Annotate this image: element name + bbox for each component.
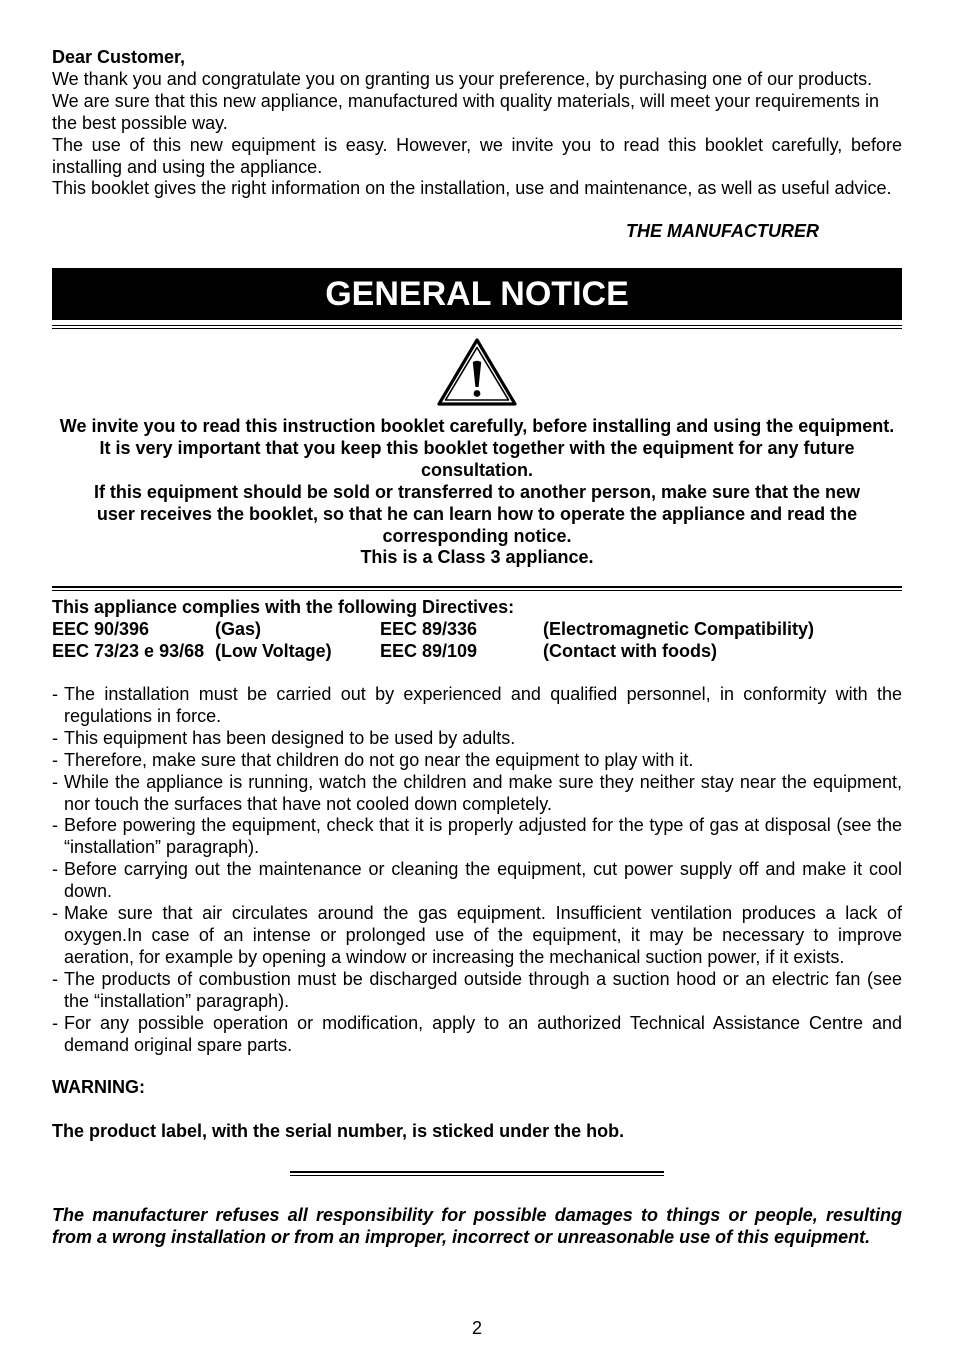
directive-scope: (Gas) — [215, 618, 262, 639]
list-item — [52, 1013, 902, 1057]
list-item-text: The products of combustion must be discharged outside through a suction hood or an electric fan (see the “installation” paragraph). — [64, 968, 902, 1011]
list-bullet: - — [52, 815, 58, 836]
list-item-text: Before powering the equipment, check that it is properly adjusted for the type of gas at disposal (see the “installation” paragraph). — [64, 815, 902, 858]
intro-paragraph: We are sure that this new appliance, manufactured with quality materials, will meet your requirements in the best possible way. — [52, 90, 880, 133]
banner-divider — [52, 325, 902, 329]
intro-paragraph: This booklet gives the right information on the installation, use and maintenance, as well as useful advice. — [52, 178, 892, 199]
notice-line: user receives the booklet, so that he can learn how to operate the appliance and read the — [96, 503, 858, 524]
section-title: GENERAL NOTICE — [325, 275, 629, 313]
important-notice — [52, 416, 902, 569]
notice-line: corresponding notice. — [382, 525, 572, 546]
list-item — [52, 815, 902, 859]
directive-scope: (Contact with foods) — [543, 640, 717, 661]
manufacturer-signature: THE MANUFACTURER — [626, 221, 819, 241]
intro-paragraph: We thank you and congratulate you on granting us your preference, by purchasing one of our products. — [52, 68, 873, 89]
list-bullet: - — [52, 903, 58, 924]
exclamation-dot — [474, 390, 481, 397]
liability-disclaimer: The manufacturer refuses all responsibility for possible damages to things or people, resulting from a wrong installation or from an improper, incorrect or unreasonable use of this equipment. — [52, 1205, 902, 1247]
list-item-text: Therefore, make sure that children do not go near the equipment to play with it. — [64, 749, 694, 770]
list-item — [52, 969, 902, 1013]
list-item-text: This equipment has been designed to be used by adults. — [64, 727, 516, 748]
notice-line: consultation. — [421, 459, 533, 480]
directive-scope: (Low Voltage) — [215, 640, 332, 661]
directive-scope: (Electromagnetic Compatibility) — [543, 618, 815, 639]
directive-code: EEC 89/109 — [380, 640, 478, 661]
safety-rules-list — [52, 684, 902, 1056]
list-bullet: - — [52, 749, 58, 770]
warning-triangle-icon — [436, 337, 518, 407]
list-bullet: - — [52, 684, 58, 704]
list-item-text: The installation must be carried out by experienced and qualified personnel, in conformity with the regulations in force. — [64, 684, 902, 726]
warning-heading: WARNING: — [52, 1077, 145, 1097]
directive-code: EEC 90/396 — [52, 618, 150, 639]
list-item — [52, 772, 902, 816]
directive-row — [52, 619, 902, 641]
list-item — [52, 859, 902, 903]
directive-code: EEC 89/336 — [380, 618, 478, 639]
section-divider — [290, 1171, 664, 1176]
notice-line: It is very important that you keep this booklet together with the equipment for any future — [99, 437, 855, 458]
list-item — [52, 903, 902, 969]
list-bullet: - — [52, 859, 58, 880]
list-item-text: Before carrying out the maintenance or cleaning the equipment, cut power supply off and make it cool down. — [64, 859, 902, 902]
list-bullet: - — [52, 1012, 58, 1033]
list-item-text: For any possible operation or modification, apply to an authorized Technical Assistance Centre and demand original spare parts. — [64, 1012, 902, 1055]
list-item — [52, 684, 902, 728]
directive-row — [52, 641, 902, 663]
page-number: 2 — [471, 1318, 482, 1338]
directives-block — [52, 597, 902, 663]
directives-heading: This appliance complies with the following Directives: — [52, 597, 515, 617]
list-item-text: Make sure that air circulates around the gas equipment. Insufficient ventilation produces a lack of oxygen.In case of an intense or prolonged use of the equipment, it may be necessary to improve aeration, for example by opening a window or increasing the mechanical suction power, if it exists. — [64, 903, 902, 967]
list-bullet: - — [52, 968, 58, 989]
section-divider — [52, 586, 902, 591]
notice-line: If this equipment should be sold or transferred to another person, make sure that the new — [93, 481, 861, 502]
intro-paragraph: The use of this new equipment is easy. However, we invite you to read this booklet carefully, before installing and using the appliance. — [52, 134, 902, 177]
list-item — [52, 750, 902, 772]
warning-triangle-svg — [436, 337, 518, 407]
list-item-text: While the appliance is running, watch the children and make sure they neither stay near the equipment, nor touch the surfaces that have not cooled down completely. — [64, 771, 902, 814]
list-bullet: - — [52, 771, 58, 792]
product-label-note: The product label, with the serial number, is sticked under the hob. — [52, 1121, 625, 1141]
section-banner — [52, 268, 902, 320]
list-bullet: - — [52, 727, 58, 748]
notice-line: We invite you to read this instruction booklet carefully, before installing and using the equipment. — [59, 416, 895, 436]
list-item — [52, 728, 902, 750]
directive-code: EEC 73/23 e 93/68 — [52, 640, 205, 661]
intro-letter — [52, 47, 902, 200]
notice-line: This is a Class 3 appliance. — [360, 547, 594, 568]
greeting: Dear Customer, — [52, 47, 186, 67]
